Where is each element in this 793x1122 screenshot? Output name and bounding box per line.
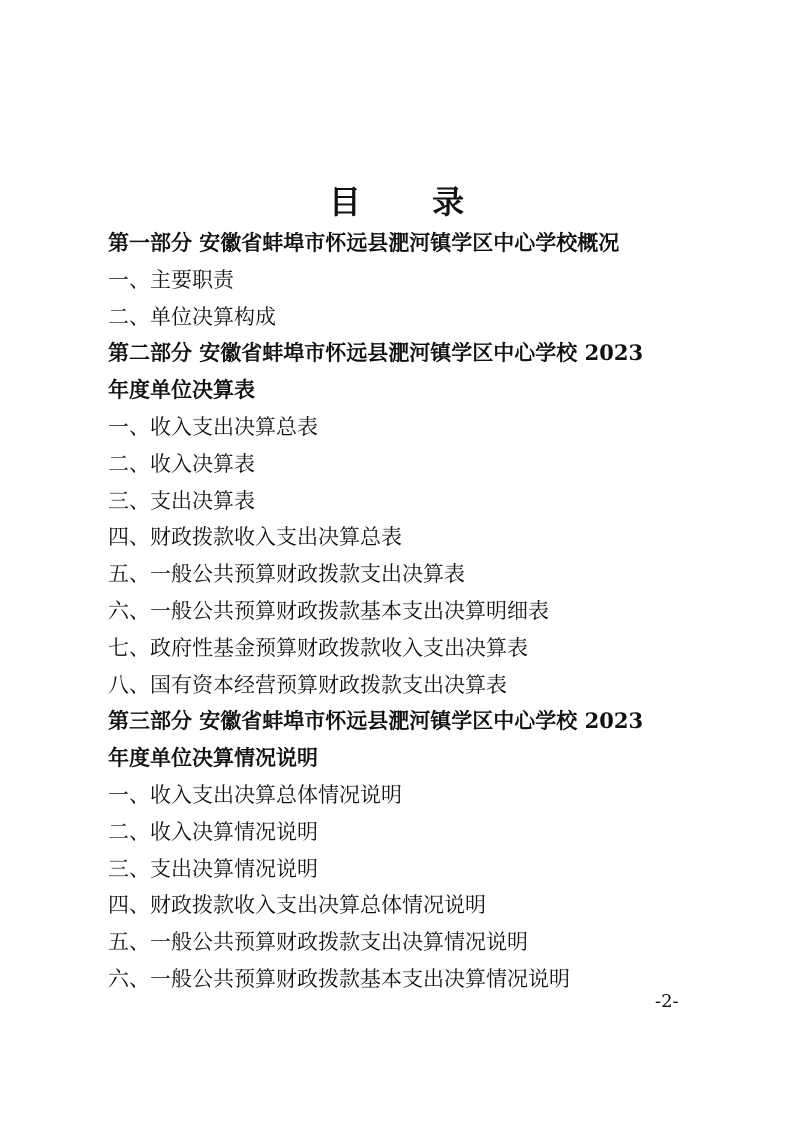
toc-item: 五、一般公共预算财政拨款支出决算表 [108,562,465,587]
toc-part-heading: 第一部分 安徽省蚌埠市怀远县淝河镇学区中心学校概况 [108,230,620,255]
toc-item: 八、国有资本经营预算财政拨款支出决算表 [108,672,507,697]
toc-item: 二、收入决算表 [108,451,255,476]
toc-item: 七、政府性基金预算财政拨款收入支出决算表 [108,635,528,660]
page-number: -2- [655,991,679,1012]
toc-item: 二、收入决算情况说明 [108,819,318,844]
toc-item: 一、收入支出决算总体情况说明 [108,782,402,807]
toc-part-heading-continued: 年度单位决算情况说明 [108,745,318,771]
toc-item: 三、支出决算表 [108,488,255,513]
toc-item: 四、财政拨款收入支出决算总表 [108,525,402,550]
toc-part-heading-continued: 年度单位决算表 [108,377,255,403]
toc-item: 六、一般公共预算财政拨款基本支出决算情况说明 [108,966,570,991]
page-title: 目 录 [328,183,495,221]
toc-item: 六、一般公共预算财政拨款基本支出决算明细表 [108,598,549,623]
toc-part-heading: 第三部分 安徽省蚌埠市怀远县淝河镇学区中心学校 2023 [108,708,644,734]
table-of-contents [108,225,708,998]
toc-part-heading: 第二部分 安徽省蚌埠市怀远县淝河镇学区中心学校 2023 [108,340,644,366]
toc-item: 三、支出决算情况说明 [108,856,318,881]
toc-item: 一、收入支出决算总表 [108,414,318,439]
toc-item: 五、一般公共预算财政拨款支出决算情况说明 [108,930,528,955]
toc-item: 一、主要职责 [108,267,234,292]
toc-item: 二、单位决算构成 [108,304,276,329]
toc-item: 四、财政拨款收入支出决算总体情况说明 [108,893,486,918]
